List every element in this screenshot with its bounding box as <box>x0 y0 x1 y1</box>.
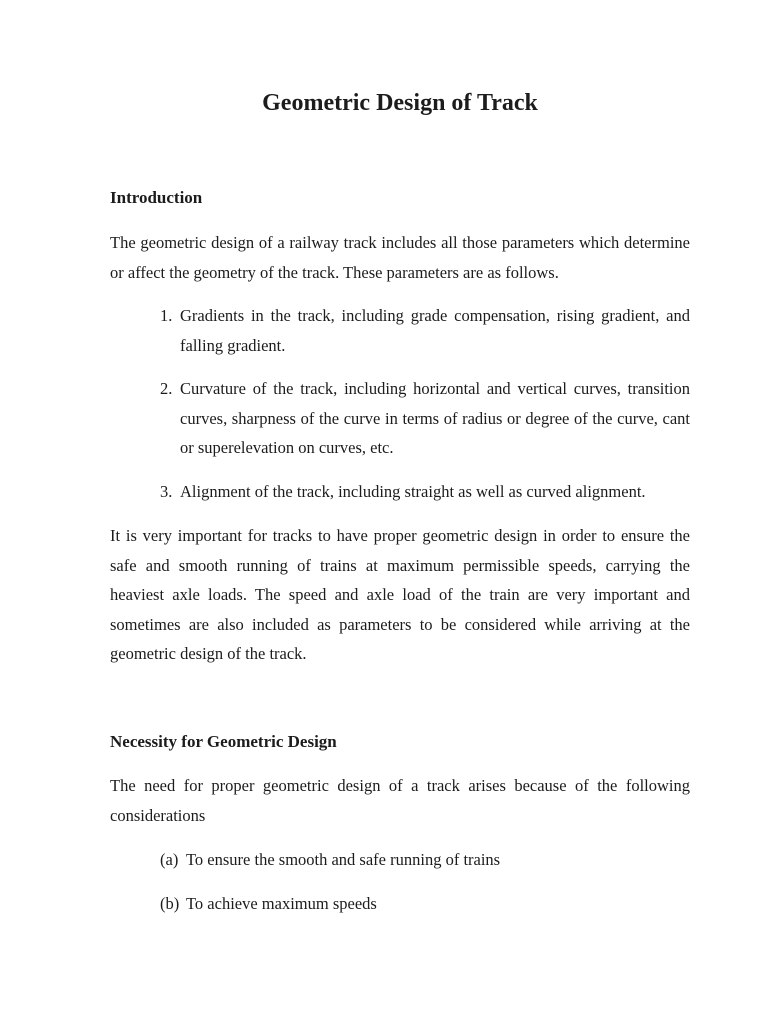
list-item-text: To achieve maximum speeds <box>186 894 377 913</box>
list-item-text: To ensure the smooth and safe running of trains <box>186 850 501 869</box>
intro-paragraph: The geometric design of a railway track includes all those parameters which determine or affect the geometry of the track. These parameters are as follows. <box>110 233 690 282</box>
list-marker: 3. <box>160 482 173 501</box>
list-item <box>160 845 690 875</box>
section-heading-introduction: Introduction <box>110 188 203 207</box>
section-heading-necessity: Necessity for Geometric Design <box>110 732 337 751</box>
list-item <box>160 889 690 919</box>
list-item-text: Curvature of the track, including horizontal and vertical curves, transition curves, sharpness of the curve in terms of radius or degree of the curve, cant or superelevation on curves, etc. <box>180 379 690 457</box>
list-marker: (b) <box>160 894 180 913</box>
list-item-text: Alignment of the track, including straight as well as curved alignment. <box>180 482 646 501</box>
page-title: Geometric Design of Track <box>262 90 538 116</box>
list-item <box>160 374 690 463</box>
necessity-paragraph: The need for proper geometric design of a track arises because of the following considerations <box>110 776 690 825</box>
list-item <box>160 477 690 507</box>
intro-closing-paragraph: It is very important for tracks to have proper geometric design in order to ensure the safe and smooth running of trains at maximum permissible speeds, carrying the heaviest axle loads. The speed and axle load of the train are very important and sometimes are also included as parameters to be considered while arriving at the geometric design of the track. <box>110 526 690 663</box>
list-item <box>160 301 690 360</box>
list-marker: 2. <box>160 379 173 398</box>
list-marker: 1. <box>160 306 173 325</box>
list-item-text: Gradients in the track, including grade compensation, rising gradient, and falling gradient. <box>180 306 690 355</box>
list-marker: (a) <box>160 850 179 869</box>
